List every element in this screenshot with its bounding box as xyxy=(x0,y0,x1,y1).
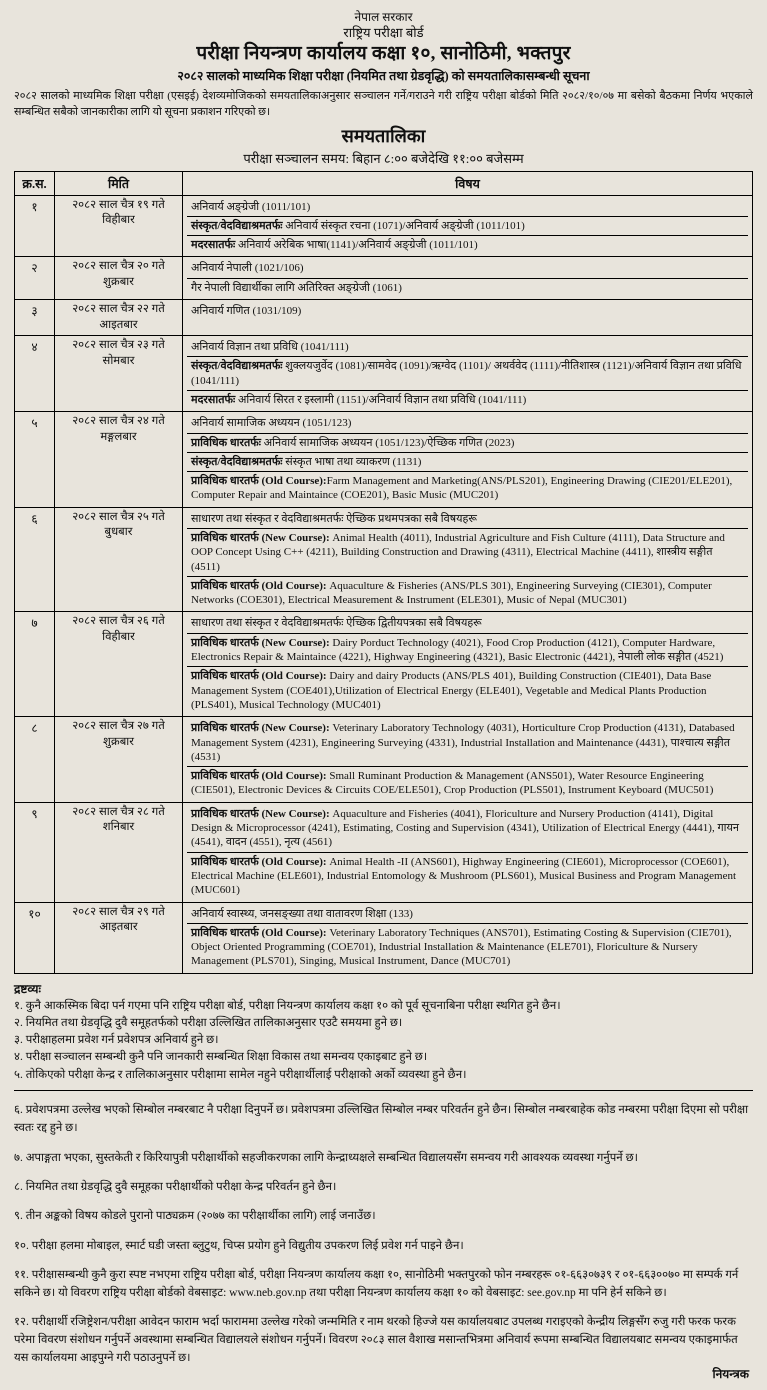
cell-date: २०८२ साल चैत्र २८ गते शनिबार xyxy=(55,802,183,902)
notice-subject: २०८२ सालको माध्यमिक शिक्षा परीक्षा (नियमित तथा ग्रेडवृद्धि) को समयतालिकासम्बन्धी सूचना xyxy=(177,69,590,83)
cell-serial: १० xyxy=(15,902,55,973)
cell-subjects xyxy=(183,257,753,300)
table-row xyxy=(15,412,753,507)
notes-list-1 xyxy=(14,998,753,1084)
subject-entry: साधारण तथा संस्कृत र वेदविद्याश्रमतर्फः ऐच्छिक प्रथमपत्रका सबै विषयहरू xyxy=(187,510,748,529)
subject-entry: अनिवार्य नेपाली (1021/106) xyxy=(187,259,748,278)
table-row xyxy=(15,802,753,902)
notice-paragraph: २०८२ सालको माध्यमिक शिक्षा परीक्षा (एसइई) देशव्यमोजिकको समयतालिकाअनुसार सञ्चालन गर्ने/गराउने गरी राष्ट्रिय परीक्षा बोर्डको मिति २०८२/१०/०७ मा बसेको बैठकमा निर्णय भएकाले सम्बन्धित सबैको जानकारीका लागि यो सूचना प्रकाशन गरिएको छ। xyxy=(14,89,753,118)
col-header-date: मिति xyxy=(55,171,183,195)
subject-entry: अनिवार्य स्वास्थ्य, जनसङ्ख्या तथा वातावरण शिक्षा (133) xyxy=(187,905,748,924)
subject-entry: अनिवार्य अङ्ग्रेजी (1011/101) xyxy=(187,198,748,217)
note-item: ९. तीन अङ्कको विषय कोडले पुरानो पाठ्यक्रम (२०७७ का परीक्षार्थीका लागि) लाई जनाउँछ। xyxy=(14,1210,376,1223)
cell-serial: २ xyxy=(15,257,55,300)
signature-title: नियन्त्रक xyxy=(712,1366,749,1381)
cell-date: २०८२ साल चैत्र २२ गते आइतबार xyxy=(55,299,183,335)
subject-entry: प्राविधिक धारतर्फ (Old Course): Small Ruminant Production & Management (ANS501), Water Resource Engineering (CIE501), Electronic Devices & Circuits COE/ELE501), Crop Production (PLS501), Instrument Keyboard (MUC501) xyxy=(191,770,714,797)
subject-entry: मदरसातर्फः अनिवार्य अरेबिक भाषा(1141)/अनिवार्य अङ्ग्रेजी (1011/101) xyxy=(191,239,478,252)
note-item: ४. परीक्षा सञ्चालन सम्बन्धी कुनै पनि जानकारी सम्बन्धित शिक्षा विकास तथा समन्वय एकाइबाट हुने छ। xyxy=(14,1051,428,1064)
cell-date: २०८२ साल चैत्र १९ गते विहीबार xyxy=(55,195,183,257)
cell-serial: ८ xyxy=(15,717,55,802)
subject-entry: अनिवार्य विज्ञान तथा प्रविधि (1041/111) xyxy=(187,338,748,357)
note-item: ७. अपाङ्गता भएका, सुस्तकेती र किरियापुत्री परीक्षार्थीको सहजीकरणका लागि केन्द्राध्यक्षले सम्बन्धित विद्यालयसँग समन्वय गरी आवश्यक व्यवस्था गर्नुपर्ने छ। xyxy=(14,1151,638,1164)
exam-time-subtitle: परीक्षा सञ्चालन समय: बिहान ८:०० बजेदेखि ११:०० बजेसम्म xyxy=(243,150,524,166)
cell-subjects xyxy=(183,299,753,335)
table-row xyxy=(15,902,753,973)
table-row xyxy=(15,336,753,412)
notes-title: द्रष्टव्यः xyxy=(14,981,41,996)
note-item: ५. तोकिएको परीक्षा केन्द्र र तालिकाअनुसार परीक्षामा सामेल नहुने परीक्षार्थीलाई परीक्षाको अर्को व्यवस्था हुने छैन। xyxy=(14,1068,467,1081)
note-item: १. कुनै आकस्मिक बिदा पर्न गएमा पनि राष्ट्रिय परीक्षा बोर्ड, परीक्षा नियन्त्रण कार्यालय कक्षा १० को पूर्व सूचनाबिना परीक्षा स्थगित हुने छैन। xyxy=(14,999,561,1012)
col-header-subject: विषय xyxy=(183,171,753,195)
government-name: नेपाल सरकार xyxy=(354,10,413,24)
table-row xyxy=(15,612,753,717)
subject-entry: मदरसातर्फः अनिवार्य सिरत र इस्लामी (1151)/अनिवार्य विज्ञान तथा प्रविधि (1041/111) xyxy=(191,393,527,406)
note-item: १२. परीक्षार्थी रजिष्ट्रेशन/परीक्षा आवेदन फाराम भर्दा फाराममा उल्लेख गरेको जन्ममिति र नाम थरको हिज्जे यस कार्यालयबाट उपलब्ध गराइएको केन्द्रीय लिङ्गसँग रुजु गरी फरक फरक परेमा विवरण संशोधन गर्नुपर्ने अवस्थामा सम्बन्धित विद्यालयले संशोधन गर्नुपर्ने। विवरण २०८३ साल वैशाख मसान्तभित्रमा अनिवार्य रूपमा सम्बन्धित विद्यालयबाट समन्वय एकाइमार्फत यस कार्यालयमा आइपुग्ने गरी पठाउनुपर्ने छ। xyxy=(14,1315,738,1364)
notes-section-2 xyxy=(14,1102,753,1367)
subject-entry: प्राविधिक धारतर्फ (New Course): Dairy Porduct Technology (4021), Food Crop Production (4121), Computer Hardware, Electronics Repair & Maintaince (4221), Highway Engineering (4321), Basic Electronic (4421), नेपाली लोक सङ्गीत (4521) xyxy=(187,634,748,668)
cell-date: २०८२ साल चैत्र २५ गते बुधबार xyxy=(55,507,183,612)
exam-schedule-table xyxy=(14,171,753,974)
subject-entry: प्राविधिक धारतर्फ (Old Course):Farm Management and Marketing(ANS/PLS201), Engineering Drawing (CIE201/ELE201), Computer Repair and Maintaince (COE201), Basic Music (MUC201) xyxy=(191,475,733,502)
subject-entry: प्राविधिक धारतर्फ (Old Course): Veterinary Laboratory Techniques (ANS701), Estimating Costing & Supervision (CIE701), Object Oriented Programming (COE701), Industrial Installation & Maintenance (ELE701), Floriculture & Nursery Management (PLS701), Singing, Musical Instrument, Dance (MUC701) xyxy=(191,926,732,968)
note-item: १०. परीक्षा हलमा मोबाइल, स्मार्ट घडी जस्ता ब्लुटुथ, चिप्स प्रयोग हुने विद्युतीय उपकरण लिई प्रवेश गर्न पाइने छैन। xyxy=(14,1239,464,1252)
table-row xyxy=(15,299,753,335)
cell-date: २०८२ साल चैत्र २३ गते सोमबार xyxy=(55,336,183,412)
subject-entry: साधारण तथा संस्कृत र वेदविद्याश्रमतर्फः ऐच्छिक द्वितीयपत्रका सबै विषयहरू xyxy=(187,614,748,633)
subject-entry: संस्कृत/वेदविद्याश्रमतर्फः अनिवार्य संस्कृत रचना (1071)/अनिवार्य अङ्ग्रेजी (1011/101) xyxy=(187,217,748,236)
page-title: समयतालिका xyxy=(341,125,426,146)
subject-entry: संस्कृत/वेदविद्याश्रमतर्फः संस्कृत भाषा तथा व्याकरण (1131) xyxy=(187,453,748,472)
col-header-sn: क्र.स. xyxy=(15,171,55,195)
divider xyxy=(14,1090,753,1091)
subject-entry: प्राविधिक धारतर्फ (New Course): Veterinary Laboratory Technology (4031), Horticulture Crop Production (4131), Databased Management System (4231), Engineering Surveying (4331), Industrial Installation and Maintenance (4431), पाश्चात्य सङ्गीत (4531) xyxy=(187,719,748,767)
note-item: ६. प्रवेशपत्रमा उल्लेख भएको सिम्बोल नम्बरबाट नै परीक्षा दिनुपर्ने छ। प्रवेशपत्रमा उल्लिखित सिम्बोल नम्बर परिवर्तन हुने छैन। सिम्बोल नम्बरबाहेक कोड नम्बरमा परीक्षा दिएमा सो परीक्षा स्वतः रद्द हुने छ। xyxy=(14,1104,749,1135)
table-header-row xyxy=(15,171,753,195)
cell-subjects xyxy=(183,507,753,612)
subject-entry: प्राविधिक धारतर्फ (Old Course): Aquaculture & Fisheries (ANS/PLS 301), Engineering Surveying (CIE301), Computer Networks (COE301), Electrical Measurement & Instrument (ELE301), Music of Nepal (MUC301) xyxy=(191,579,712,607)
table-body xyxy=(15,195,753,973)
note-item: ११. परीक्षासम्बन्धी कुनै कुरा स्पष्ट नभएमा राष्ट्रिय परीक्षा बोर्ड, परीक्षा नियन्त्रण कार्यालय कक्षा १०, सानोठिमी भक्तपुरको फोन नम्बरहरू ०१-६६३०७३९ र ०१-६६३००७० मा सम्पर्क गर्न सकिने छ। यो विवरण राष्ट्रिय परीक्षा बोर्डको वेबसाइट: www.neb.gov.np तथा परीक्षा नियन्त्रण कार्यालय कक्षा १० को वेबसाइट: see.gov.np मा पनि हेर्न सकिने छ। xyxy=(14,1268,739,1299)
cell-subjects xyxy=(183,336,753,412)
cell-subjects xyxy=(183,902,753,973)
cell-serial: ४ xyxy=(15,336,55,412)
cell-serial: ७ xyxy=(15,612,55,717)
cell-date: २०८२ साल चैत्र २९ गते आइतबार xyxy=(55,902,183,973)
subject-entry: अनिवार्य सामाजिक अध्ययन (1051/123) xyxy=(187,414,748,433)
cell-serial: ५ xyxy=(15,412,55,507)
subject-entry: गैर नेपाली विद्यार्थीका लागि अतिरिक्त अङ्ग्रेजी (1061) xyxy=(191,281,402,294)
cell-date: २०८२ साल चैत्र २० गते शुक्रबार xyxy=(55,257,183,300)
table-row xyxy=(15,507,753,612)
notes-list-2 xyxy=(14,1102,753,1367)
cell-subjects xyxy=(183,717,753,802)
cell-date: २०८२ साल चैत्र २६ गते विहीबार xyxy=(55,612,183,717)
office-name: परीक्षा नियन्त्रण कार्यालय कक्षा १०, सानोठिमी, भक्तपुर xyxy=(196,43,571,65)
cell-serial: ६ xyxy=(15,507,55,612)
document-header xyxy=(14,10,753,85)
subject-entry: प्राविधिक धारतर्फ (New Course): Aquaculture and Fisheries (4041), Floriculture and Nursery Production (4141), Digital Design & Microprocessor (4241), Estimating, Costing and Supervision (4341), Utilization of Electrical Energy (4441), गायन (4541), वादन (4551), नृत्य (4561) xyxy=(187,805,748,853)
cell-subjects xyxy=(183,412,753,507)
cell-date: २०८२ साल चैत्र २४ गते मङ्गलबार xyxy=(55,412,183,507)
cell-subjects xyxy=(183,802,753,902)
cell-serial: ३ xyxy=(15,299,55,335)
subject-entry: प्राविधिक धारतर्फः अनिवार्य सामाजिक अध्ययन (1051/123)/ऐच्छिक गणित (2023) xyxy=(187,434,748,453)
cell-serial: १ xyxy=(15,195,55,257)
subject-entry: संस्कृत/वेदविद्याश्रमतर्फः शुक्लयजुर्वेद (1081)/सामवेद (1091)/ऋग्वेद (1101)/ अथर्ववेद (1111)/नीतिशास्त्र (1121)/अनिवार्य विज्ञान तथा प्रविधि (1041/111) xyxy=(187,357,748,391)
subject-entry: प्राविधिक धारतर्फ (Old Course): Animal Health -II (ANS601), Highway Engineering (CIE601), Microprocessor (COE601), Electrical Machine (ELE601), Industrial Entomology & Mushroom (PLS601), Musical Business and Program Management (MUC601) xyxy=(191,855,737,897)
notes-section xyxy=(14,980,753,1084)
note-item: २. नियमित तथा ग्रेडवृद्धि दुवै समूहतर्फको परीक्षा उल्लिखित तालिकाअनुसार एउटै समयमा हुने छ। xyxy=(14,1016,403,1029)
subject-entry: प्राविधिक धारतर्फ (New Course): Animal Health (4011), Industrial Agriculture and Fish Culture (4111), Data Structure and OOP Concept Using C++ (4211), Building Construction and Drawing (4311), Electrical Machine (4411), शास्त्रीय सङ्गीत (4511) xyxy=(187,529,748,577)
note-item: ३. परीक्षाहलमा प्रवेश गर्न प्रवेशपत्र अनिवार्य हुने छ। xyxy=(14,1034,219,1047)
table-row xyxy=(15,195,753,257)
table-row xyxy=(15,717,753,802)
subject-entry: प्राविधिक धारतर्फ (Old Course): Dairy and dairy Products (ANS/PLS 401), Building Construction (CIE401), Data Base Management System (COE401),Utilization of Electrical Energy (ELE401), Vegetable and Medical Plants Production (PLS401), Musical Technology (MUC401) xyxy=(191,670,712,711)
cell-subjects xyxy=(183,195,753,257)
cell-subjects xyxy=(183,612,753,717)
cell-serial: ९ xyxy=(15,802,55,902)
board-name: राष्ट्रिय परीक्षा बोर्ड xyxy=(343,25,424,40)
note-item: ८. नियमित तथा ग्रेडवृद्धि दुवै समूहका परीक्षार्थीको परीक्षा केन्द्र परिवर्तन हुने छैन। xyxy=(14,1180,337,1193)
table-row xyxy=(15,257,753,300)
cell-date: २०८२ साल चैत्र २७ गते शुक्रबार xyxy=(55,717,183,802)
subject-entry: अनिवार्य गणित (1031/109) xyxy=(191,304,302,317)
